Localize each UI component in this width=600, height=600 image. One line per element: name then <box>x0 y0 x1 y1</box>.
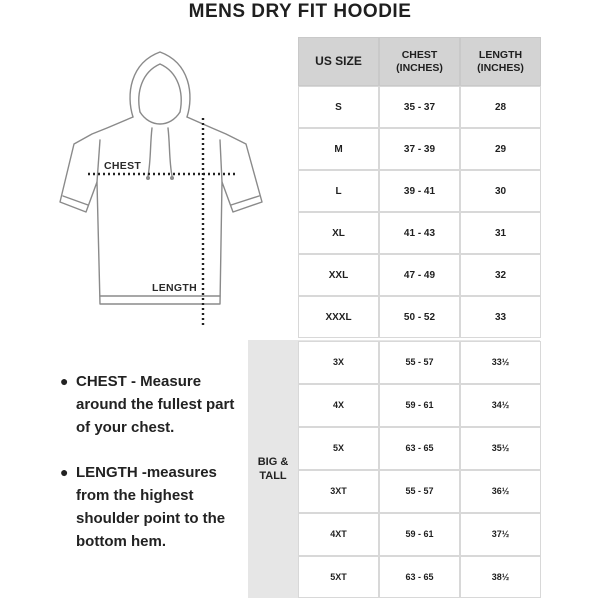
size-cell: M <box>298 128 379 170</box>
chest-cell: 39 - 41 <box>379 170 460 212</box>
length-cell: 33½ <box>460 341 541 384</box>
chest-cell: 59 - 61 <box>379 513 460 556</box>
header-us-size: US SIZE <box>298 37 379 86</box>
size-cell: 3XT <box>298 470 379 513</box>
chest-cell: 50 - 52 <box>379 296 460 338</box>
length-cell: 34½ <box>460 384 541 427</box>
size-cell: S <box>298 86 379 128</box>
chest-cell: 47 - 49 <box>379 254 460 296</box>
size-cell: 5X <box>298 427 379 470</box>
size-cell: 4X <box>298 384 379 427</box>
length-cell: 35½ <box>460 427 541 470</box>
length-label: LENGTH <box>152 282 197 294</box>
header-length: LENGTH (INCHES) <box>460 37 541 86</box>
length-cell: 32 <box>460 254 541 296</box>
length-cell: 31 <box>460 212 541 254</box>
chest-cell: 59 - 61 <box>379 384 460 427</box>
big-tall-label: BIG & TALL <box>257 456 289 482</box>
length-cell: 30 <box>460 170 541 212</box>
chest-cell: 63 - 65 <box>379 427 460 470</box>
bullet-icon: ● <box>60 373 69 389</box>
size-cell: 3X <box>298 341 379 384</box>
length-cell: 33 <box>460 296 541 338</box>
chest-label: CHEST <box>104 160 142 172</box>
length-cell: 36½ <box>460 470 541 513</box>
bullet-icon: ● <box>60 464 69 480</box>
chest-cell: 41 - 43 <box>379 212 460 254</box>
chest-cell: 55 - 57 <box>379 341 460 384</box>
page-title: MENS DRY FIT HOODIE <box>188 1 412 22</box>
header-chest: CHEST (INCHES) <box>379 37 460 86</box>
chest-cell: 55 - 57 <box>379 470 460 513</box>
size-cell: XL <box>298 212 379 254</box>
size-cell: XXL <box>298 254 379 296</box>
size-cell: 4XT <box>298 513 379 556</box>
size-cell: L <box>298 170 379 212</box>
hoodie-illustration <box>40 40 280 340</box>
length-cell: 29 <box>460 128 541 170</box>
length-cell: 28 <box>460 86 541 128</box>
chest-cell: 37 - 39 <box>379 128 460 170</box>
note-text: CHEST - Measure around the fullest part of your chest. <box>76 373 235 436</box>
note-text: LENGTH -measures from the highest shoulder point to the bottom hem. <box>76 464 226 550</box>
chest-cell: 63 - 65 <box>379 556 460 598</box>
note-length <box>60 461 245 553</box>
size-cell: 5XT <box>298 556 379 598</box>
size-cell: XXXL <box>298 296 379 338</box>
chest-cell: 35 - 37 <box>379 86 460 128</box>
measurement-notes <box>60 370 245 575</box>
note-chest <box>60 370 245 439</box>
length-cell: 38½ <box>460 556 541 598</box>
length-cell: 37½ <box>460 513 541 556</box>
